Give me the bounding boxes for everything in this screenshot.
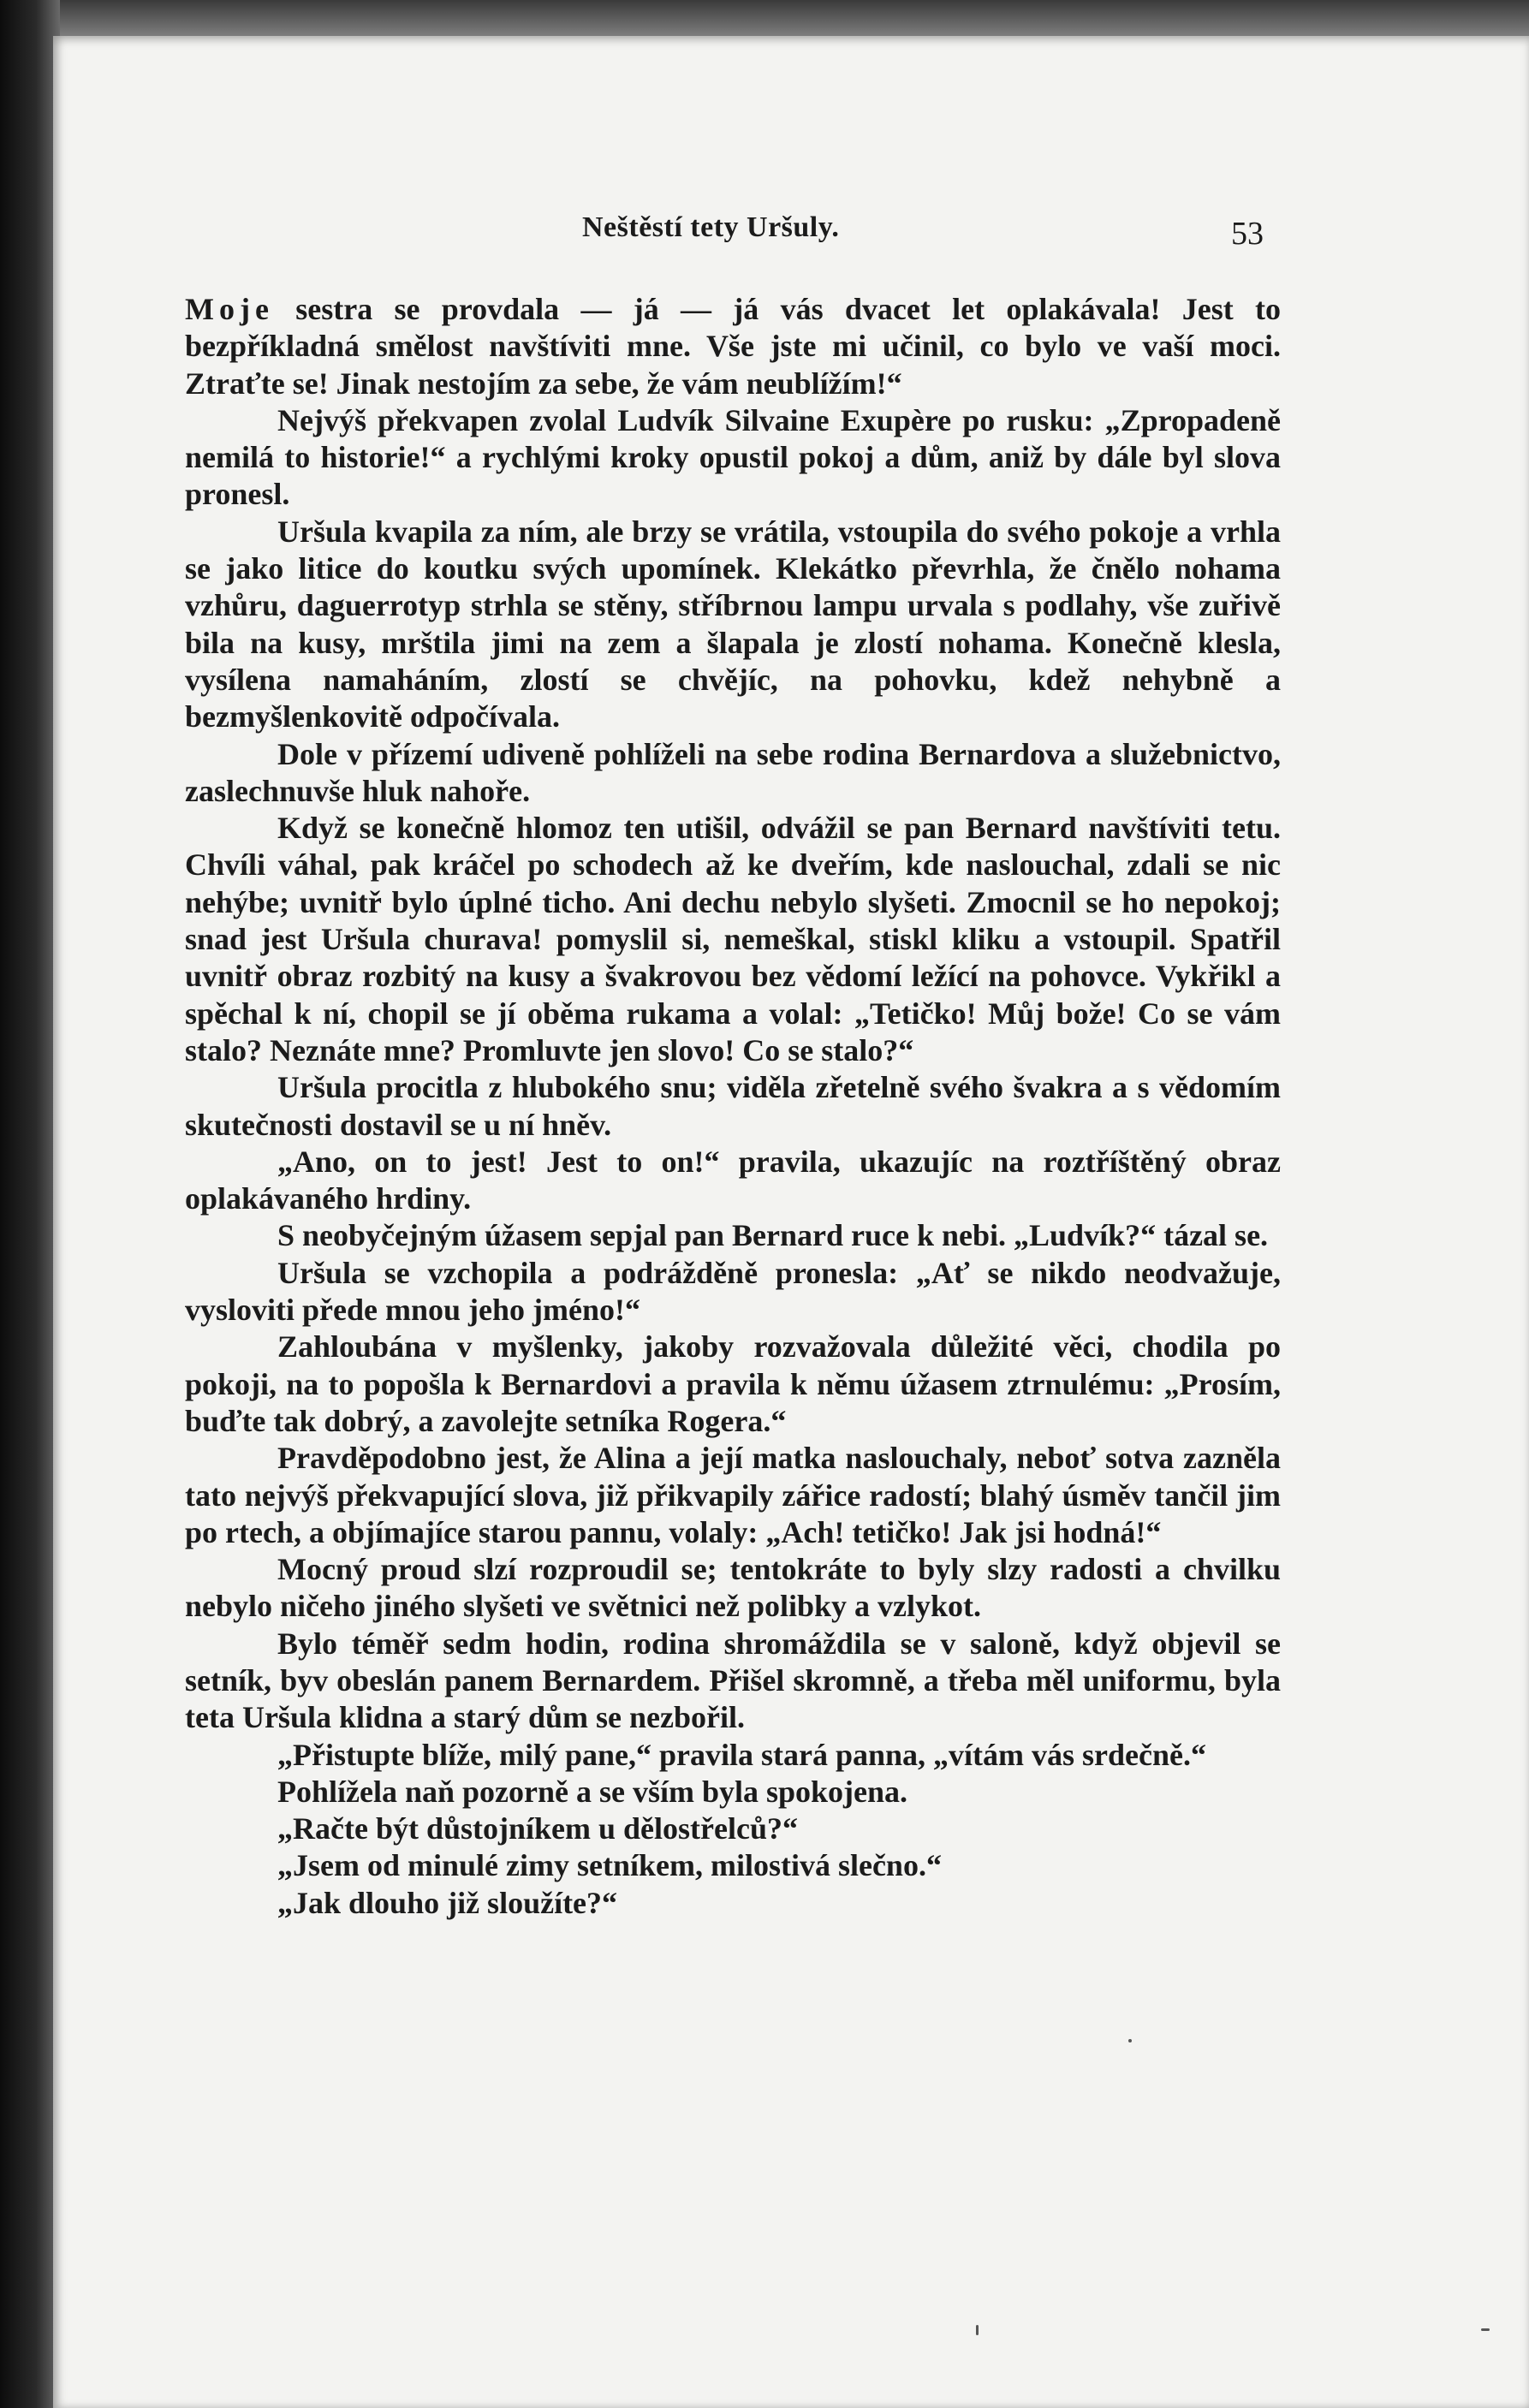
running-title: Neštěstí tety Uršuly. xyxy=(582,211,840,243)
body-text xyxy=(185,291,1281,1922)
paragraph: S neobyčejným úžasem sepjal pan Bernard ruce k nebi. „Ludvík?“ tázal se. xyxy=(277,1218,1269,1253)
paragraph: „Ano, on to jest! Jest to on!“ pravila, ukazujíc na roztříštěný obraz oplakávaného hrdiny. xyxy=(185,1144,1281,1216)
paragraph: Bylo téměř sedm hodin, rodina shromáždila se v saloně, když objevil se setník, byv obeslán panem Bernardem. Přišel skromně, a třeba měl uniformu, byla teta Uršula klidna a starý dům se nezbořil. xyxy=(185,1626,1281,1735)
paragraph: Uršula kvapila za ním, ale brzy se vrátila, vstoupila do svého pokoje a vrhla se jako litice do koutku svých upomínek. Klekátko převrhla, že čnělo nohama vzhůru, daguerrotyp strhla se stěny, stříbrnou lampu urvala s podlahy, vše zuřivě bila na kusy, mrštila jimi na zem a šlapala je zlostí nohama. Konečně klesla, vysílena namaháním, zlostí se chvějíc, na pohovku, kdež nehybně a bezmyšlenkovitě odpočívala. xyxy=(185,514,1281,734)
paragraph: Mocný proud slzí rozproudil se; tentokráte to byly slzy radosti a chvilku nebylo ničeho jiného slyšeti ve světnici než polibky a vzlykot. xyxy=(185,1552,1281,1624)
spaced-first-word: Moje xyxy=(185,292,274,326)
paragraph xyxy=(185,291,1281,402)
scan-edge-left xyxy=(0,0,60,2408)
scan-speck xyxy=(976,2325,979,2335)
paragraph: Uršula procitla z hlubokého snu; viděla zřetelně svého švakra a s vědomím skutečnosti dostavil se u ní hněv. xyxy=(185,1070,1281,1142)
page-number: 53 xyxy=(1231,216,1264,252)
paragraph: Pohlížela naň pozorně a se vším byla spokojena. xyxy=(277,1774,908,1809)
paragraph: Pravděpodobno jest, že Alina a její matka naslouchaly, neboť sotva zazněla tato nejvýš překvapující slova, již přikvapily zářice radostí; blahý úsměv tančil jim po rtech, a objímajíce starou pannu, volaly: „Ach! tetičko! Jak jsi hodná!“ xyxy=(185,1441,1281,1549)
paragraph: „Jak dlouho již sloužíte?“ xyxy=(277,1885,618,1920)
paragraph: „Jsem od minulé zimy setníkem, milostivá slečno.“ xyxy=(277,1848,942,1883)
paragraph: „Přistupte blíže, milý pane,“ pravila stará panna, „vítám vás srdečně.“ xyxy=(277,1737,1206,1772)
paragraph: „Račte být důstojníkem u dělostřelců?“ xyxy=(277,1811,798,1846)
scan-speck xyxy=(1481,2328,1490,2331)
paragraph: Nejvýš překvapen zvolal Ludvík Silvaine Exupère po rusku: „Zpropadeně nemilá to historie!“ a rychlými kroky opustil pokoj a dům, aniž by dále byl slova pronesl. xyxy=(185,402,1281,512)
paragraph: Uršula se vzchopila a podrážděně pronesla: „Ať se nikdo neodvažuje, vysloviti přede mnou jeho jméno!“ xyxy=(185,1255,1281,1328)
paragraph: Když se konečně hlomoz ten utišil, odvážil se pan Bernard navštíviti tetu. Chvíli váhal, pak kráčel po schodech až ke dveřím, kde naslouchal, zdali se nic nehýbe; uvnitř bylo úplné ticho. Ani dechu nebylo slyšeti. Zmocnil se ho nepokoj; snad jest Uršula churava! pomyslil si, nemeškal, stiskl kliku a vstoupil. Spatřil uvnitř obraz rozbitý na kusy a švakrovou bez vědomí ležící na pohovce. Vykřikl a spěchal k ní, chopil se jí oběma rukama a volal: „Tetičko! Můj bože! Co se vám stalo? Neznáte mne? Promluvte jen slovo! Co se stalo?“ xyxy=(185,811,1281,1067)
running-head xyxy=(0,211,1529,252)
paragraph-text: sestra se provdala — já — já vás dvacet let oplakávala! Jest to bezpříkladná smělost navštíviti mne. Vše jste mi učinil, co bylo ve vaší moci. Ztraťte se! Jinak nestojím za sebe, že vám neublížím!“ xyxy=(185,292,1281,401)
scan-speck xyxy=(1128,2039,1132,2042)
paragraph: Zahloubána v myšlenky, jakoby rozvažovala důležité věci, chodila po pokoji, na to popošla k Bernardovi a pravila k němu úžasem ztrnulému: „Prosím, buďte tak dobrý, a zavolejte setníka Rogera.“ xyxy=(185,1329,1281,1438)
paragraph: Dole v přízemí udiveně pohlíželi na sebe rodina Bernardova a služebnictvo, zaslechnuvše hluk nahoře. xyxy=(185,736,1281,808)
